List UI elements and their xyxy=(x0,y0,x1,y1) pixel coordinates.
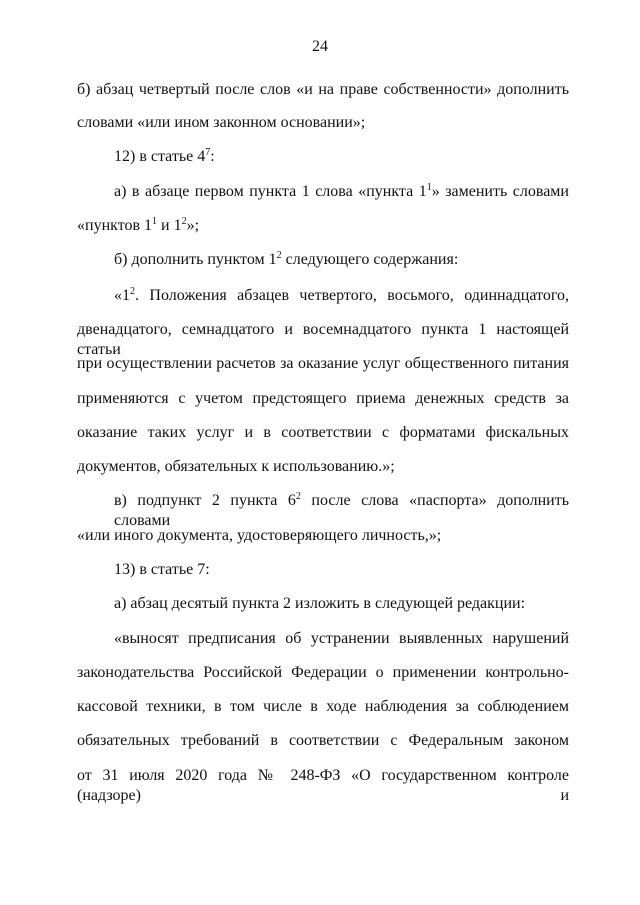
text-line: законодательства Российской Федерации о применении контрольно- xyxy=(77,664,569,681)
text-line: «выносят предписания об устранении выявленных нарушений xyxy=(114,630,569,647)
text-line: оказание таких услуг и в соответствии с форматами фискальных xyxy=(77,424,569,441)
text-line: двенадцатого, семнадцатого и восемнадцатого пункта 1 настоящей статьи xyxy=(77,321,569,358)
text-line: при осуществлении расчетов за оказание услуг общественного питания xyxy=(77,355,569,372)
page-number: 24 xyxy=(312,38,328,55)
text-line: кассовой техники, в том числе в ходе наблюдения за соблюдением xyxy=(77,698,569,715)
text-line: а) в абзаце первом пункта 1 слова «пункта $1^1$» заменить словами xyxy=(114,182,569,200)
text-line: 12) в статье $4^7$: xyxy=(114,147,215,165)
text-line: обязательных требований в соответствии с Федеральным законом xyxy=(77,732,569,749)
text-line: «пунктов $1^1$ и $1^2$»; xyxy=(77,216,200,234)
text-line: а) абзац десятый пункта 2 изложить в следующей редакции: xyxy=(114,595,526,612)
text-line: б) дополнить пунктом $1^2$ следующего содержания: xyxy=(114,250,459,268)
text-line: от 31 июля 2020 года № 248-ФЗ «О государственном контроле (надзоре) и xyxy=(77,767,569,804)
text-line: б) абзац четвертый после слов «и на праве собственности» дополнить xyxy=(77,81,569,98)
text-line: применяются с учетом предстоящего приема денежных средств за xyxy=(77,390,569,407)
text-line: словами «или ином законном основании»; xyxy=(77,114,366,131)
text-line: «$1^2$. Положения абзацев четвертого, восьмого, одиннадцатого, xyxy=(114,286,569,304)
text-line: «или иного документа, удостоверяющего личность,»; xyxy=(77,527,442,544)
text-line: 13) в статье 7: xyxy=(114,561,210,578)
text-line: в) подпункт 2 пункта $6^2$ после слова «паспорта» дополнить словами xyxy=(114,491,569,529)
text-line: документов, обязательных к использованию.»; xyxy=(77,458,395,475)
